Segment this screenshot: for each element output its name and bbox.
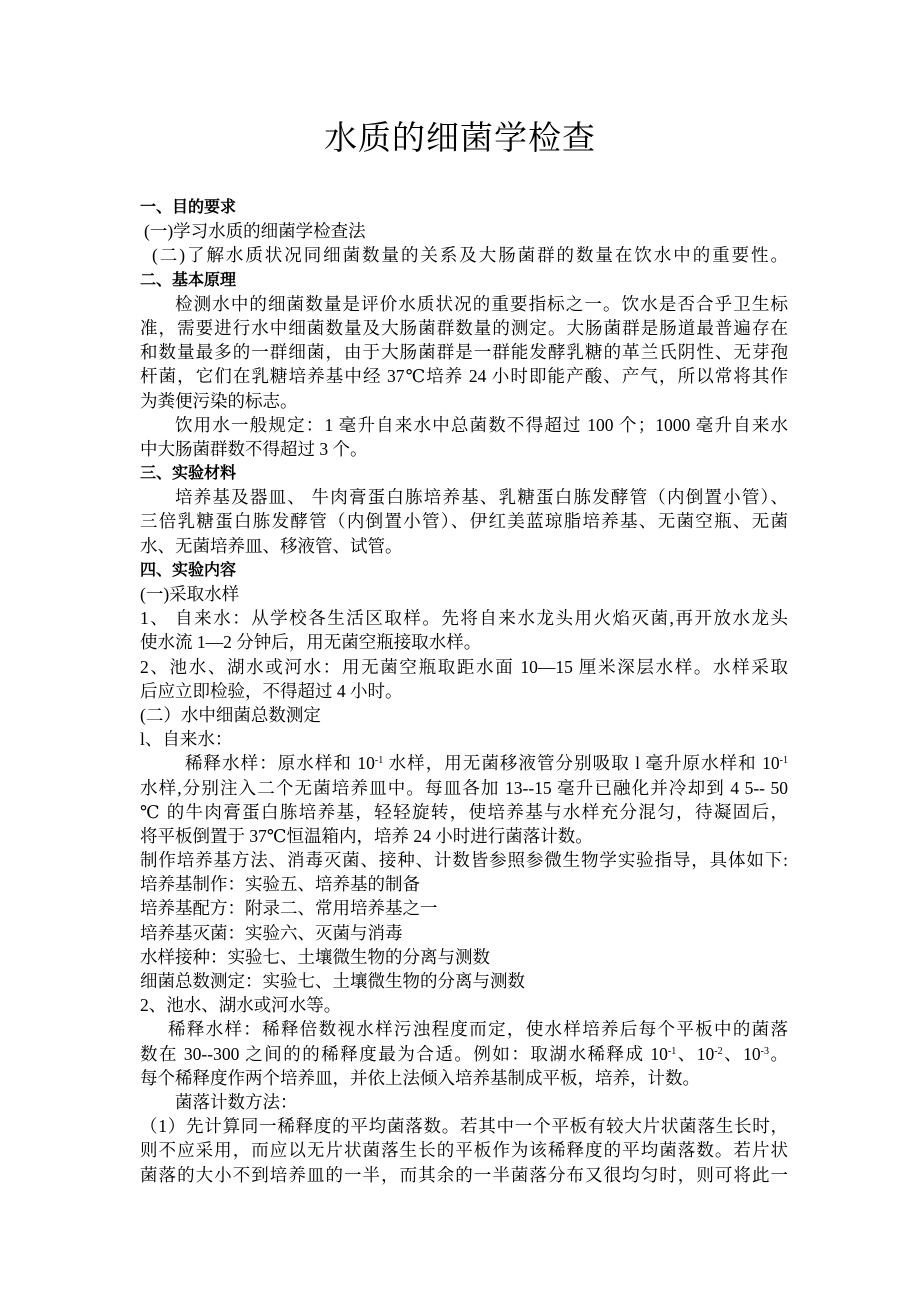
text-segment: 准，需要进行水中细菌数量及大肠菌群数量的测定。大肠菌群是肠道最普遍存在 xyxy=(140,317,788,338)
text-line xyxy=(140,243,788,267)
text-line xyxy=(140,1017,788,1041)
text-segment: 和数量最多的一群细菌，由于大肠菌群是一群能发酵乳糖的革兰氏阴性、无芽孢 xyxy=(140,342,788,363)
text-segment: 制作培养基方法、消毒灭菌、接种、计数皆参照参微生物学实验指导，具体如下: xyxy=(140,850,788,871)
text-segment: 后应立即检验，不得超过 4 小时。 xyxy=(140,680,403,701)
text-line xyxy=(140,316,788,340)
text-segment: 培养基及器皿、 牛肉膏蛋白胨培养基、乳糖蛋白胨发酵管（内倒置小管）、 xyxy=(175,487,788,508)
superscript: -1 xyxy=(374,755,384,767)
text-line xyxy=(140,776,788,800)
text-segment: 稀释水样：稀释倍数视水样污浊程度而定，使水样培养后每个平板中的菌落 xyxy=(168,1019,788,1040)
text-segment: (二）水中细菌总数测定 xyxy=(140,704,321,725)
text-segment: 培养基配方：附录二、常用培养基之一 xyxy=(140,898,438,919)
text-segment: 检测水中的细菌数量是评价水质状况的重要指标之一。饮水是否合乎卫生标 xyxy=(175,293,788,314)
text-line xyxy=(140,437,788,461)
section-heading xyxy=(140,558,788,582)
text-segment: 杆菌，它们在乳糖培养基中经 37℃培养 24 小时即能产酸、产气，所以常将其作 xyxy=(140,366,788,387)
text-line xyxy=(140,219,788,243)
text-line xyxy=(140,896,788,920)
document-title: 水质的细菌学检查 xyxy=(324,118,596,157)
text-line xyxy=(140,703,788,727)
text-segment: 水样接种：实验七、土壤微生物的分离与测数 xyxy=(140,946,490,967)
text-segment: (二)了解水质状况同细菌数量的关系及大肠菌群的数量在饮水中的重要性。 xyxy=(152,245,788,266)
text-segment: (一)采取水样 xyxy=(140,584,240,604)
text-segment: 中大肠菌群数不得超过 3 个。 xyxy=(140,438,368,459)
text-segment: 二、基本原理 xyxy=(140,269,237,289)
text-segment: 每个稀释度作两个培养皿，并依上法倾入培养基制成平板，培养，计数。 xyxy=(140,1067,700,1088)
text-segment: 培养基制作：实验五、培养基的制备 xyxy=(140,874,420,895)
text-line xyxy=(140,630,788,654)
text-line xyxy=(140,679,788,703)
text-line xyxy=(140,413,788,437)
text-segment: ℃ 的牛肉膏蛋白胨培养基，轻轻旋转，使培养基与水样充分混匀，待凝固后， xyxy=(140,801,788,822)
text-line xyxy=(140,945,788,969)
text-segment: 使水流 1—2 分钟后，用无菌空瓶接取水样。 xyxy=(140,632,482,653)
text-segment: 、10 xyxy=(676,1043,715,1064)
text-line xyxy=(140,751,788,775)
text-segment: 2、池水、湖水或河水：用无菌空瓶取距水面 10—15 厘米深层水样。水样采取 xyxy=(140,656,788,677)
text-segment: 三倍乳糖蛋白胨发酵管（内倒置小管）、伊红美蓝琼脂培养基、无菌空瓶、无菌 xyxy=(140,511,788,532)
text-segment: 菌落的大小不到培养皿的一半，而其余的一半菌落分布又很均匀时，则可将此一 xyxy=(140,1164,788,1185)
text-segment: 、10 xyxy=(722,1043,761,1064)
text-line xyxy=(140,921,788,945)
superscript: -2 xyxy=(714,1045,723,1057)
text-segment: 将平板倒置于 37℃恒温箱内，培养 24 小时进行菌落计数。 xyxy=(140,825,593,846)
text-line xyxy=(140,1066,788,1090)
text-line xyxy=(140,848,788,872)
text-line xyxy=(140,1138,788,1162)
section-heading xyxy=(140,461,788,485)
text-segment: 细菌总数测定：实验七、土壤微生物的分离与测数 xyxy=(140,971,525,991)
text-segment: 水、无菌培养皿、移液管、试管。 xyxy=(140,535,403,556)
text-segment: 一、目的要求 xyxy=(140,197,237,216)
text-line xyxy=(140,824,788,848)
text-line xyxy=(140,534,788,558)
text-segment: 数在 30--300 之间的的稀释度最为合适。例如：取湖水稀释成 10 xyxy=(140,1043,668,1064)
text-line xyxy=(140,485,788,509)
text-segment: (一)学习水质的细菌学检查法 xyxy=(144,221,366,242)
text-segment: 则不应采用，而应以无片状菌落生长的平板作为该稀释度的平均菌落数。若片状 xyxy=(140,1140,788,1161)
text-line xyxy=(140,655,788,679)
text-line xyxy=(140,292,788,316)
text-segment: 为粪便污染的标志。 xyxy=(140,390,298,411)
section-heading xyxy=(140,195,788,219)
text-segment: 三、实验材料 xyxy=(140,463,237,483)
text-line xyxy=(140,1114,788,1138)
text-segment: 菌落计数方法： xyxy=(175,1091,298,1112)
text-line xyxy=(140,509,788,533)
text-segment: 2、池水、湖水或河水等。 xyxy=(140,995,342,1016)
document-body xyxy=(140,195,788,1187)
text-segment: 培养基灭菌：实验六、灭菌与消毒 xyxy=(140,922,403,943)
text-segment: 。 xyxy=(769,1043,788,1064)
text-line xyxy=(140,872,788,896)
text-line xyxy=(140,727,788,751)
text-line xyxy=(140,993,788,1017)
text-segment: （1）先计算同一稀释度的平均菌落数。若其中一个平板有较大片状菌落生长时， xyxy=(140,1116,788,1137)
text-segment: 1、 自来水：从学校各生活区取样。先将自来水龙头用火焰灭菌,再开放水龙头 xyxy=(140,608,788,629)
text-line xyxy=(140,800,788,824)
section-heading xyxy=(140,268,788,292)
text-line xyxy=(140,389,788,413)
text-line xyxy=(140,582,788,606)
text-segment: 饮用水一般规定：1 毫升自来水中总菌数不得超过 100 个；1000 毫升自来水 xyxy=(175,414,788,435)
text-line xyxy=(140,969,788,993)
text-line xyxy=(140,1042,788,1066)
superscript: -3 xyxy=(760,1045,769,1057)
text-segment: 水样，用无菌移液管分别吸取 l 毫升原水样和 10 xyxy=(383,753,780,774)
text-segment: 四、实验内容 xyxy=(140,559,237,579)
text-segment: l、自来水： xyxy=(140,729,233,750)
text-line xyxy=(140,606,788,630)
text-segment: 稀释水样：原水样和 10 xyxy=(185,753,375,774)
text-line xyxy=(140,340,788,364)
text-line xyxy=(140,364,788,388)
superscript: -1 xyxy=(779,755,788,767)
text-line xyxy=(140,1090,788,1114)
text-segment: 水样,分别注入二个无菌培养皿中。每皿各加 13--15 毫升已融化并冷却到 4 5-- 50 xyxy=(140,777,788,798)
text-line xyxy=(140,1163,788,1187)
superscript: -1 xyxy=(667,1045,677,1057)
